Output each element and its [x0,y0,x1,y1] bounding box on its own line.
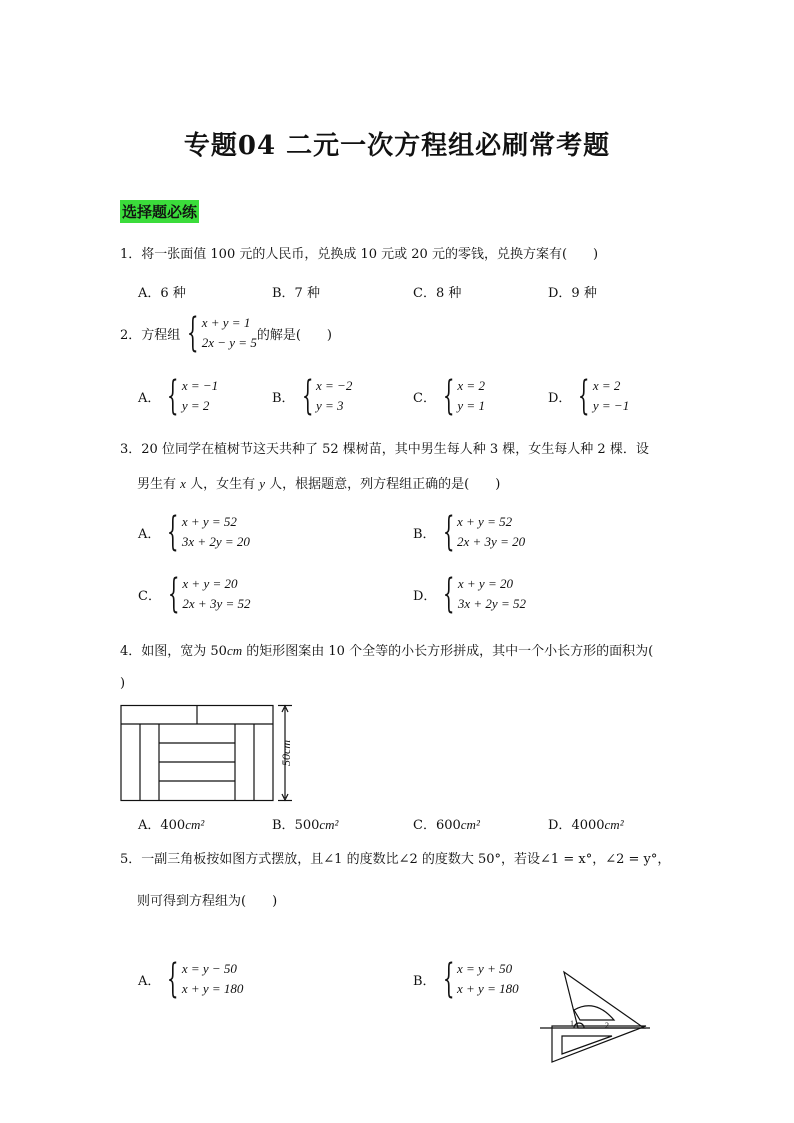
option-label: D． [548,818,572,833]
option-label: D． [413,588,437,604]
q4-rectangle-figure [120,704,300,804]
q2-suffix: 的解是( ) [256,327,332,343]
q2-option-d: D． { x = 2 y = −1 [548,373,630,419]
page-title: 专题04 二元一次方程组必刷常考题 [183,131,611,161]
question-2-stem [120,310,332,356]
option-label: A． [138,390,161,406]
eq-line: x = y − 50 [181,961,237,976]
option-label: D． [548,390,572,406]
option-label: B． [413,973,436,989]
eq-line: x + y = 180 [457,981,519,996]
q4-option-a [138,814,204,833]
q1-option-d: D．9 种 [548,286,597,301]
eq-line: x + y = 52 [181,514,237,529]
option-label: A． [138,526,161,542]
q2-prefix: 2．方程组 [120,327,181,343]
q4-option-b [272,814,338,833]
q2-option-b: B． { x = −2 y = 3 [272,373,353,419]
angle-label-1: 1 [570,1019,574,1028]
q2-option-c: C． { x = 2 y = 1 [413,373,485,419]
option-label: C． [413,818,436,833]
option-unit: cm² [604,817,624,832]
angle-label-2: 2 [605,1021,609,1030]
eq-line: 2x + 3y = 20 [457,534,526,549]
option-label: B． [272,818,295,833]
option-label: B． [413,526,436,542]
question-5-line-2: 则可得到方程组为( ) [137,894,278,909]
eq-line: 3x + 2y = 20 [181,534,250,549]
q2-option-a: A． { x = −1 y = 2 [138,373,219,419]
eq-line: 3x + 2y = 52 [457,596,526,611]
eq-line: y = 1 [457,398,485,413]
option-value: 4000 [571,818,605,833]
q2-eq-1: x + y = 1 [201,315,251,330]
q4-text: 4．如图，宽为 50 [120,644,227,659]
q4-unit: cm [226,643,243,658]
q2-system: { x + y = 1 2x − y = 5 [187,310,257,356]
q3-var-y: y [259,476,266,491]
question-4-line-1 [120,640,653,659]
option-label: C． [138,588,161,604]
eq-line: x = y + 50 [457,961,513,976]
q2-eq-2: 2x − y = 5 [201,335,257,350]
q4-text: 的矩形图案由 10 个全等的小长方形拼成，其中一个小长方形的面积为( [242,644,654,659]
q5-option-a: A． { x = y − 50 x + y = 180 [138,956,244,1002]
option-value: 400 [160,818,186,833]
question-1-stem: 1．将一张面值 100 元的人民币，兑换成 10 元或 20 元的零钱，兑换方案有( ) [120,247,599,262]
inner-cutout [574,1006,614,1020]
eq-line: y = 2 [181,398,210,413]
eq-line: x + y = 20 [182,576,238,591]
eq-line: x + y = 180 [181,981,244,996]
eq-line: x + y = 52 [457,514,513,529]
q3-text: 人，女生有 [190,477,256,492]
eq-line: x = −1 [181,378,219,393]
option-value: 500 [294,818,320,833]
section-heading: 选择题必练 [120,200,199,223]
question-5-line-1: 5．一副三角板按如图方式摆放，且∠1 的度数比∠2 的度数大 50°，若设∠1 = x°，∠2 = y°， [120,852,671,867]
lower-set-square [552,1026,646,1062]
q5-option-b: B． { x = y + 50 x + y = 180 [413,956,519,1002]
eq-line: x = 2 [457,378,485,393]
option-unit: cm² [460,817,480,832]
option-unit: cm² [319,817,339,832]
question-3-line-1: 3．20 位同学在植树节这天共种了 52 棵树苗，其中男生每人种 3 棵，女生每人种 2 棵．设 [120,442,649,457]
eq-line: x = 2 [592,378,621,393]
eq-line: x + y = 20 [457,576,513,591]
eq-line: x = −2 [316,378,353,393]
q1-option-a: A．6 种 [138,286,186,301]
q4-option-d [548,814,624,833]
option-value: 600 [435,818,461,833]
eq-line: 2x + 3y = 52 [182,596,251,611]
q5-set-squares-figure [540,970,650,1080]
option-label: B． [272,390,295,406]
option-label: A． [138,818,161,833]
q1-option-b: B．7 种 [272,286,320,301]
question-3-line-2 [137,473,500,492]
option-label: A． [138,973,161,989]
dimension-label: 50cm [279,740,293,766]
q3-option-b: B． { x + y = 52 2x + 3y = 20 [413,509,526,555]
eq-line: y = −1 [592,398,630,413]
eq-line: y = 3 [316,398,344,413]
option-unit: cm² [185,817,205,832]
q3-option-d: D． { x + y = 20 3x + 2y = 52 [413,571,526,617]
q3-option-a: A． { x + y = 52 3x + 2y = 20 [138,509,250,555]
inner-cutout [562,1036,612,1054]
q3-text: 男生有 [137,477,177,492]
q4-option-c [413,814,480,833]
q3-var-x: x [180,476,186,491]
q3-text: 人，根据题意，列方程组正确的是( ) [269,477,501,492]
q3-option-c: C． { x + y = 20 2x + 3y = 52 [138,571,251,617]
q1-option-c: C．8 种 [413,286,462,301]
option-label: C． [413,390,436,406]
question-4-line-2: ) [120,676,126,691]
